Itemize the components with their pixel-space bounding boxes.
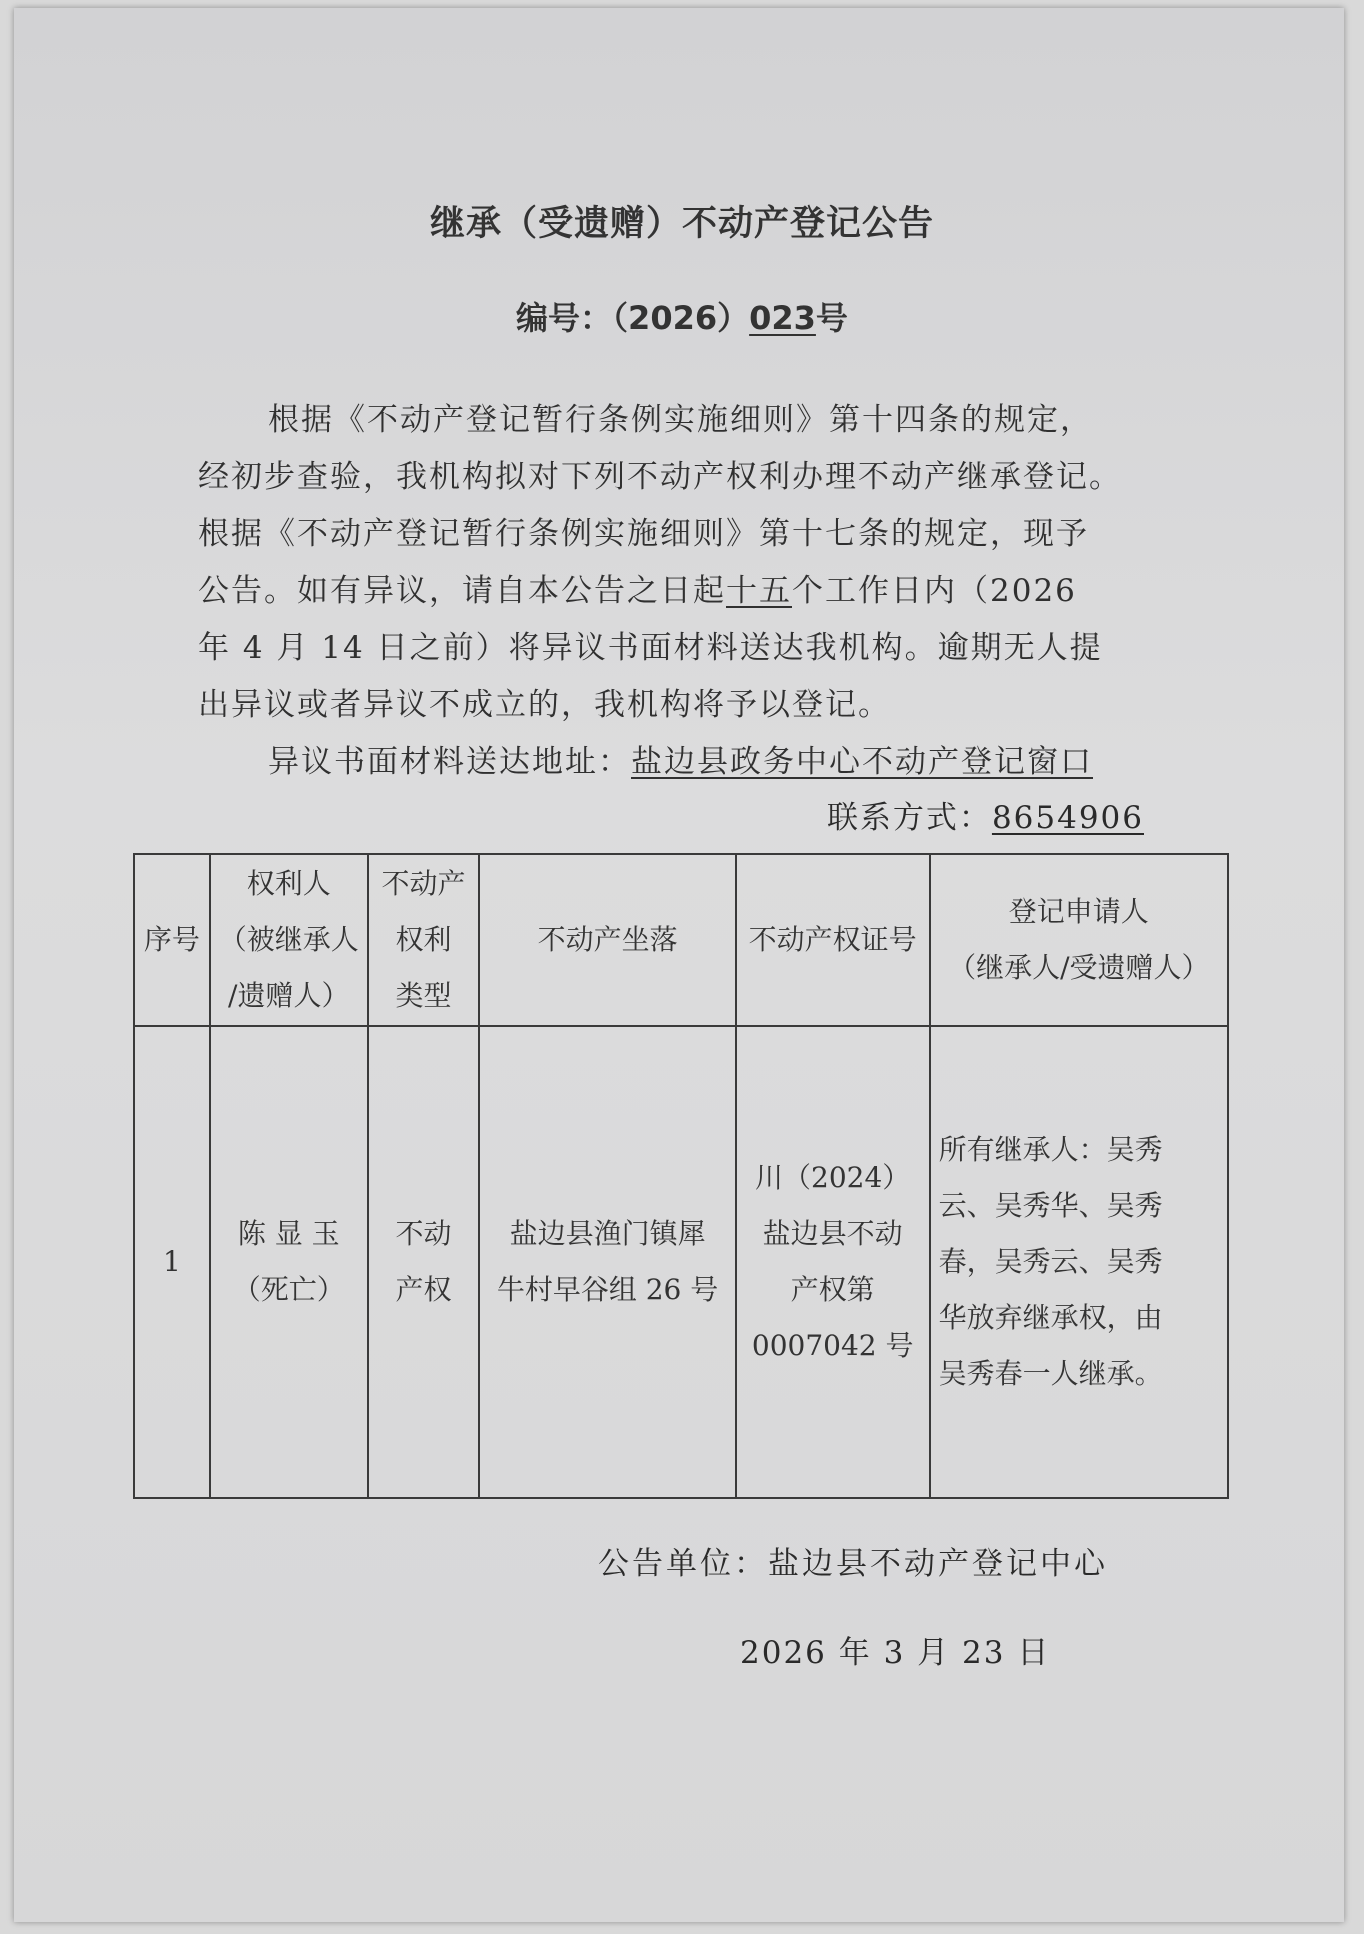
cell-line: 吴秀春一人继承。 <box>938 1357 1163 1390</box>
contact-line <box>827 792 1144 837</box>
number-suffix: 号 <box>815 299 848 337</box>
cell-line: 0007042 号 <box>751 1329 914 1362</box>
working-days: 十五 <box>726 573 792 609</box>
number-prefix: 编号：（2026） <box>516 299 750 337</box>
notice-number <box>0 293 1364 339</box>
body-text-segment: 个工作日内（2026 <box>792 573 1077 609</box>
header-applicant <box>930 854 1228 1026</box>
body-line: 出异议或者异议不成立的，我机构将予以登记。 <box>198 687 891 723</box>
issue-date: 2026 年 3 月 23 日 <box>740 1635 1051 1671</box>
header-line: （被继承人 <box>218 923 359 956</box>
header-cert: 不动产权证号 <box>736 854 930 1026</box>
notice-body <box>198 392 1173 791</box>
cell-line: 华放弃继承权，由 <box>938 1301 1163 1334</box>
cell-line: 产权第 <box>790 1273 875 1306</box>
cell-line: 盐边县不动 <box>762 1217 903 1250</box>
cell-seq: 1 <box>134 1026 210 1498</box>
contact-label: 联系方式： <box>826 800 992 836</box>
cell-line: （死亡） <box>232 1273 345 1306</box>
cell-line: 陈 显 玉 <box>237 1217 340 1250</box>
header-line: /遗赠人） <box>228 979 350 1012</box>
address-value: 盐边县政务中心不动产登记窗口 <box>631 744 1093 780</box>
contact-value: 8654906 <box>991 800 1144 836</box>
cell-line: 春，吴秀云、吴秀 <box>938 1245 1163 1278</box>
header-line: （继承人/受遗赠人） <box>948 951 1210 984</box>
cell-line: 产权 <box>395 1273 452 1306</box>
table-header-row <box>134 854 1228 1026</box>
cell-line: 不动 <box>395 1217 452 1250</box>
body-line: 根据《不动产登记暂行条例实施细则》第十四条的规定， <box>268 402 1093 438</box>
header-line: 类型 <box>395 979 452 1012</box>
cell-line: 牛村早谷组 26 号 <box>496 1273 719 1306</box>
header-type <box>368 854 480 1026</box>
address-label: 异议书面材料送达地址： <box>268 744 631 780</box>
cell-line: 川（2024） <box>755 1161 911 1194</box>
body-line: 经初步查验，我机构拟对下列不动产权利办理不动产继承登记。 <box>198 459 1122 495</box>
cell-type <box>368 1026 480 1498</box>
header-line: 不动产 <box>381 867 466 900</box>
cell-applicant <box>930 1026 1228 1498</box>
header-location: 不动产坐落 <box>479 854 735 1026</box>
body-text-segment: 公告。如有异议，请自本公告之日起 <box>198 573 726 609</box>
table-row <box>134 1026 1228 1498</box>
address-line <box>198 734 1173 791</box>
cell-holder <box>210 1026 368 1498</box>
cell-cert <box>736 1026 930 1498</box>
cell-line: 云、吴秀华、吴秀 <box>938 1189 1163 1222</box>
header-line: 权利 <box>395 923 452 956</box>
cell-location <box>479 1026 735 1498</box>
cell-line: 盐边县渔门镇犀 <box>509 1217 706 1250</box>
notice-title: 继承（受遗赠）不动产登记公告 <box>429 204 934 244</box>
body-line <box>198 563 1173 620</box>
header-line: 登记申请人 <box>1008 895 1149 928</box>
body-line: 根据《不动产登记暂行条例实施细则》第十七条的规定，现予 <box>198 516 1089 552</box>
header-line: 权利人 <box>246 867 331 900</box>
body-line: 年 4 月 14 日之前）将异议书面材料送达我机构。逾期无人提 <box>198 630 1103 666</box>
header-holder <box>210 854 368 1026</box>
cell-line: 所有继承人：吴秀 <box>938 1133 1163 1166</box>
header-seq: 序号 <box>134 854 210 1026</box>
issuing-unit: 公告单位：盐边县不动产登记中心 <box>598 1546 1108 1582</box>
registration-table <box>133 853 1229 1499</box>
number-value: 023 <box>749 299 816 337</box>
